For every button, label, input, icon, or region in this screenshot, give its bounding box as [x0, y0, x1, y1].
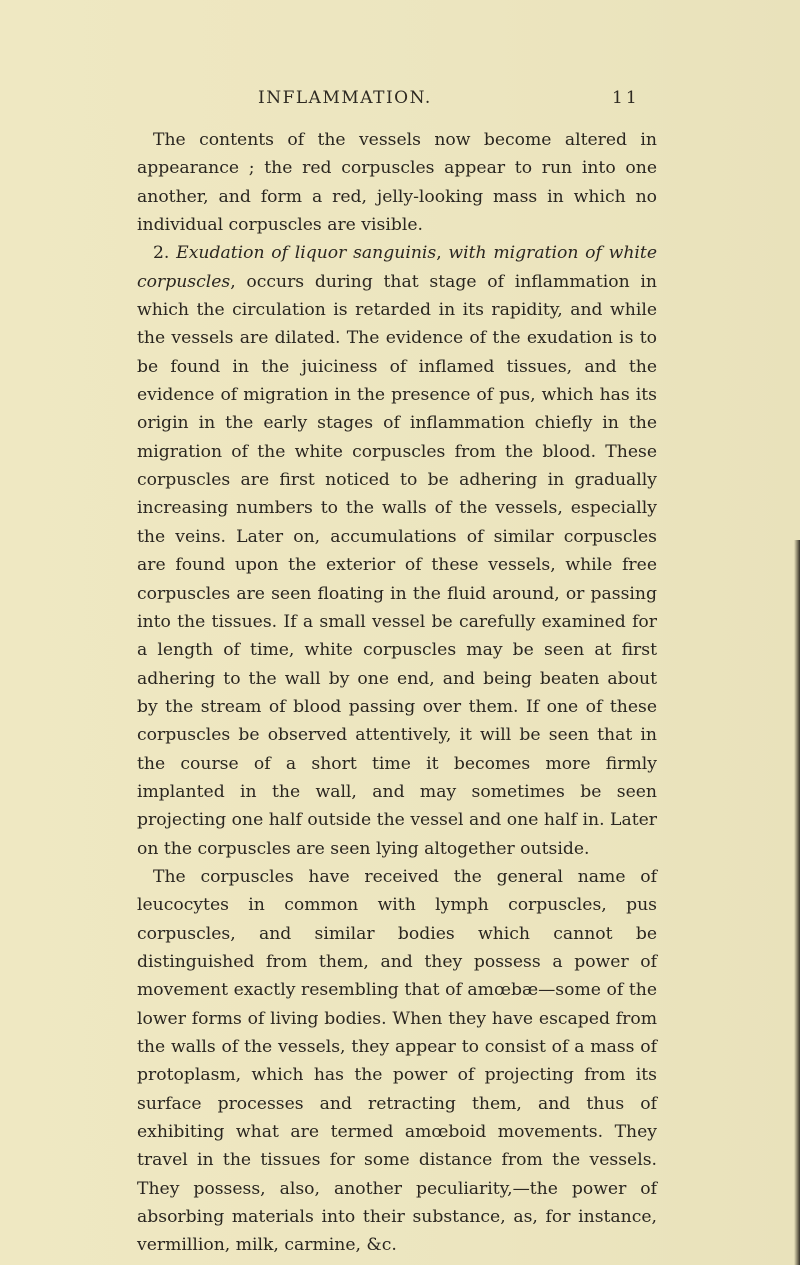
body-text — [137, 126, 657, 1260]
paragraph-2-italic-heading-2: with migration of white corpuscles — [137, 243, 657, 292]
paragraph-2-italic-heading-1: Exudation of liquor sanguinis — [176, 243, 437, 264]
running-head — [0, 88, 800, 112]
paragraph-1: The contents of the vessels now become altered in appearance ; the red corpuscles appear to run into one another, and form a red, jelly-looking mass in which no individual corpuscles are visible. — [137, 130, 657, 236]
paragraph-3: The corpuscles have received the general name of leucocytes in common with lymph corpuscles, pus corpuscles, and similar bodies which cannot be distinguished from them, and they possess a power of movement exactly resembling that of amœbæ—some of the lower forms of living bodies. When they have escaped from the walls of the vessels, they appear to consist of a mass of protoplasm, which has the power of projecting from its surface processes and retracting them, and thus of exhibiting what are termed amœboid movements. They travel in the tissues for some distance from the vessels. They possess, also, another peculiarity,—the power of absorbing materials into their substance, as, for instance, vermillion, milk, carmine, &c. — [137, 866, 657, 1256]
running-title: INFLAMMATION. — [258, 88, 432, 108]
page-number: 11 — [612, 88, 640, 108]
paragraph-2 — [137, 239, 657, 863]
paragraph-2-comma: , — [436, 243, 442, 264]
page-edge-shadow — [794, 540, 800, 1265]
paragraph-2-number: 2. — [153, 243, 170, 264]
paragraph-2-text: , occurs during that stage of inflammation in which the circulation is retarded in its rapidity, and while the vessels are dilated. The evidence of the exudation is to be found in the juiciness of inflamed tissues, and the evidence of migration in the presence of pus, which has its origin in the early stages of inflammation chiefly in the migration of the white corpuscles from the blood. These corpuscles are first noticed to be adhering in gradually increasing numbers to the walls of the vessels, especially the veins. Later on, accumulations of similar corpuscles are found upon the exterior of these vessels, while free corpuscles are seen floating in the fluid around, or passing into the tissues. If a small vessel be carefully examined for a length of time, white corpuscles may be seen at first adhering to the wall by one end, and being beaten about by the stream of blood passing over them. If one of these corpuscles be observed attentively, it will be seen that in the course of a short time it becomes more firmly implanted in the wall, and may sometimes be seen projecting one half outside the vessel and one half in. Later on the corpuscles are seen lying altogether outside. — [137, 271, 657, 859]
